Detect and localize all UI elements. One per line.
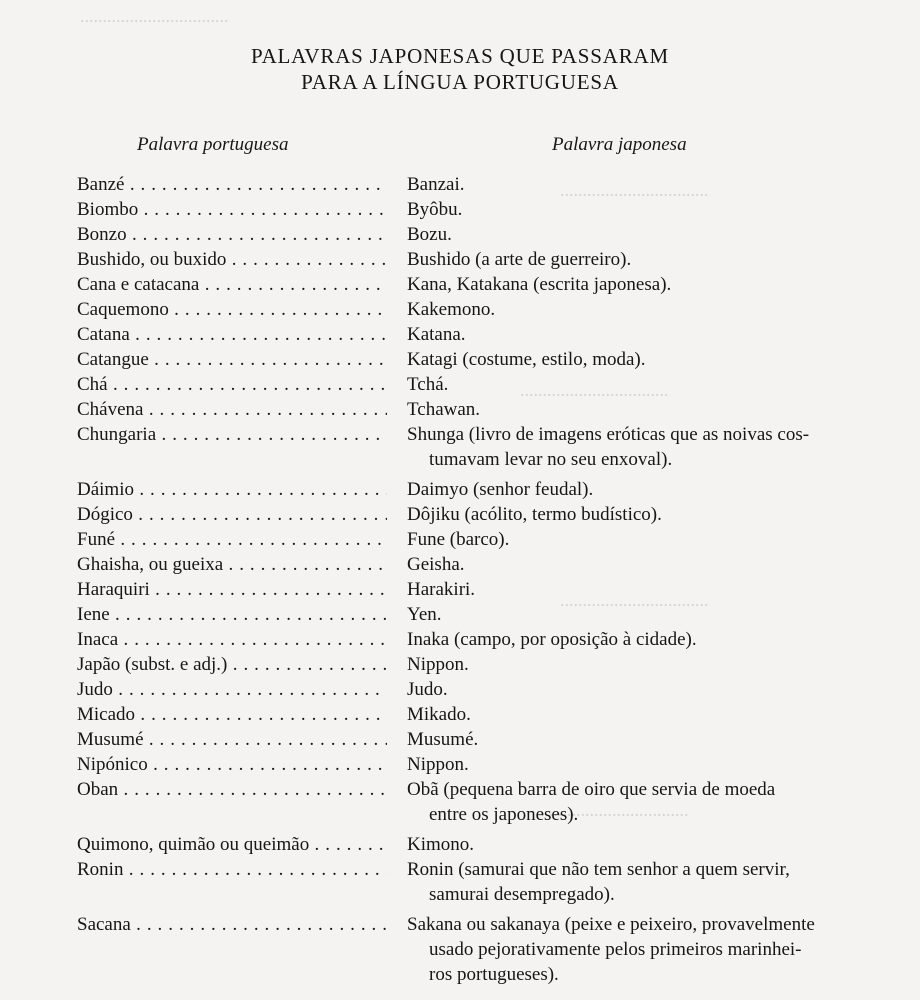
- portuguese-word: Micado . . .: [77, 702, 387, 727]
- list-item: [0, 627, 920, 652]
- list-item: [0, 752, 920, 777]
- list-item: [0, 702, 920, 727]
- list-item: [0, 297, 920, 322]
- list-item: [0, 322, 920, 347]
- japanese-word: Geisha.: [407, 554, 465, 575]
- word-list: [0, 172, 920, 987]
- list-item: [0, 527, 920, 552]
- list-item: [0, 912, 920, 987]
- portuguese-word: Chungaria . . .: [77, 422, 387, 447]
- list-item: [0, 397, 920, 422]
- column-header-portuguese: Palavra portuguesa: [137, 134, 289, 155]
- japanese-word: Harakiri.: [407, 579, 476, 600]
- list-item: [0, 222, 920, 247]
- japanese-word: Obã (pequena barra de oiro que servia de moeda entre os japoneses).: [407, 779, 776, 825]
- japanese-word: Judo.: [407, 679, 448, 700]
- list-item: [0, 172, 920, 197]
- portuguese-word: Judo . . .: [77, 677, 387, 702]
- list-item: [0, 727, 920, 752]
- japanese-word: Kana, Katakana (escrita japonesa).: [407, 274, 672, 295]
- portuguese-word: Iene . . .: [77, 602, 387, 627]
- japanese-word: Sakana ou sakanaya (peixe e peixeiro, provavelmente usado pejorativamente pelos primeiros marinhei- ros portugueses).: [407, 914, 815, 985]
- portuguese-word: Japão (subst. e adj.) . . .: [77, 652, 387, 677]
- portuguese-word: Nipónico . . .: [77, 752, 387, 777]
- portuguese-word: Bushido, ou buxido . . .: [77, 247, 387, 272]
- list-item: [0, 272, 920, 297]
- list-item: [0, 197, 920, 222]
- portuguese-word: Dógico . . .: [77, 502, 387, 527]
- japanese-word: Bushido (a arte de guerreiro).: [407, 249, 632, 270]
- japanese-word: Musumé.: [407, 729, 479, 750]
- list-item: [0, 857, 920, 907]
- japanese-word: Yen.: [407, 604, 442, 625]
- japanese-word: Byôbu.: [407, 199, 463, 220]
- portuguese-word: Bonzo . . .: [77, 222, 387, 247]
- page-title-line-2: PARA A LÍNGUA PORTUGUESA: [301, 70, 619, 94]
- portuguese-word: Musumé . . .: [77, 727, 387, 752]
- japanese-word: Daimyo (senhor feudal).: [407, 479, 594, 500]
- portuguese-word: Biombo . . .: [77, 197, 387, 222]
- portuguese-word: Caquemono . . .: [77, 297, 387, 322]
- show-through-background: ................................. ................................. ................................. ................................. .................................: [80, 6, 709, 820]
- japanese-word: Kimono.: [407, 834, 475, 855]
- japanese-word: Bozu.: [407, 224, 452, 245]
- page-title-line-1: PALAVRAS JAPONESAS QUE PASSARAM: [251, 44, 669, 68]
- list-item: [0, 677, 920, 702]
- portuguese-word: Ronin . . .: [77, 857, 387, 882]
- japanese-word: Kakemono.: [407, 299, 496, 320]
- portuguese-word: Ghaisha, ou gueixa . . .: [77, 552, 387, 577]
- portuguese-word: Haraquiri . . .: [77, 577, 387, 602]
- japanese-word: Tchá.: [407, 374, 449, 395]
- portuguese-word: Dáimio . . .: [77, 477, 387, 502]
- list-item: [0, 602, 920, 627]
- japanese-word: Katagi (costume, estilo, moda).: [407, 349, 646, 370]
- portuguese-word: Oban . . .: [77, 777, 387, 802]
- portuguese-word: Funé . . .: [77, 527, 387, 552]
- list-item: [0, 422, 920, 472]
- list-item: [0, 832, 920, 857]
- japanese-word: Dôjiku (acólito, termo budístico).: [407, 504, 662, 525]
- japanese-word: Banzai.: [407, 174, 465, 195]
- list-item: [0, 347, 920, 372]
- list-item: [0, 372, 920, 397]
- portuguese-word: Sacana . . .: [77, 912, 387, 937]
- list-item: [0, 577, 920, 602]
- column-header-japanese: Palavra japonesa: [552, 134, 687, 155]
- japanese-word: Shunga (livro de imagens eróticas que as noivas cos- tumavam levar no seu enxoval).: [407, 424, 810, 470]
- japanese-word: Mikado.: [407, 704, 471, 725]
- portuguese-word: Cana e catacana . . .: [77, 272, 387, 297]
- list-item: [0, 777, 920, 827]
- list-item: [0, 477, 920, 502]
- japanese-word: Nippon.: [407, 654, 469, 675]
- japanese-word: Ronin (samurai que não tem senhor a quem servir, samurai desempregado).: [407, 859, 790, 905]
- japanese-word: Tchawan.: [407, 399, 481, 420]
- japanese-word: Inaka (campo, por oposição à cidade).: [407, 629, 697, 650]
- japanese-word: Fune (barco).: [407, 529, 510, 550]
- portuguese-word: Banzé . . .: [77, 172, 387, 197]
- portuguese-word: Quimono, quimão ou queimão . . .: [77, 832, 387, 857]
- portuguese-word: Chávena . . .: [77, 397, 387, 422]
- list-item: [0, 247, 920, 272]
- portuguese-word: Inaca . . .: [77, 627, 387, 652]
- list-item: [0, 552, 920, 577]
- list-item: [0, 652, 920, 677]
- portuguese-word: Catangue . . .: [77, 347, 387, 372]
- japanese-word: Nippon.: [407, 754, 469, 775]
- portuguese-word: Catana . . .: [77, 322, 387, 347]
- list-item: [0, 502, 920, 527]
- japanese-word: Katana.: [407, 324, 466, 345]
- portuguese-word: Chá . . .: [77, 372, 387, 397]
